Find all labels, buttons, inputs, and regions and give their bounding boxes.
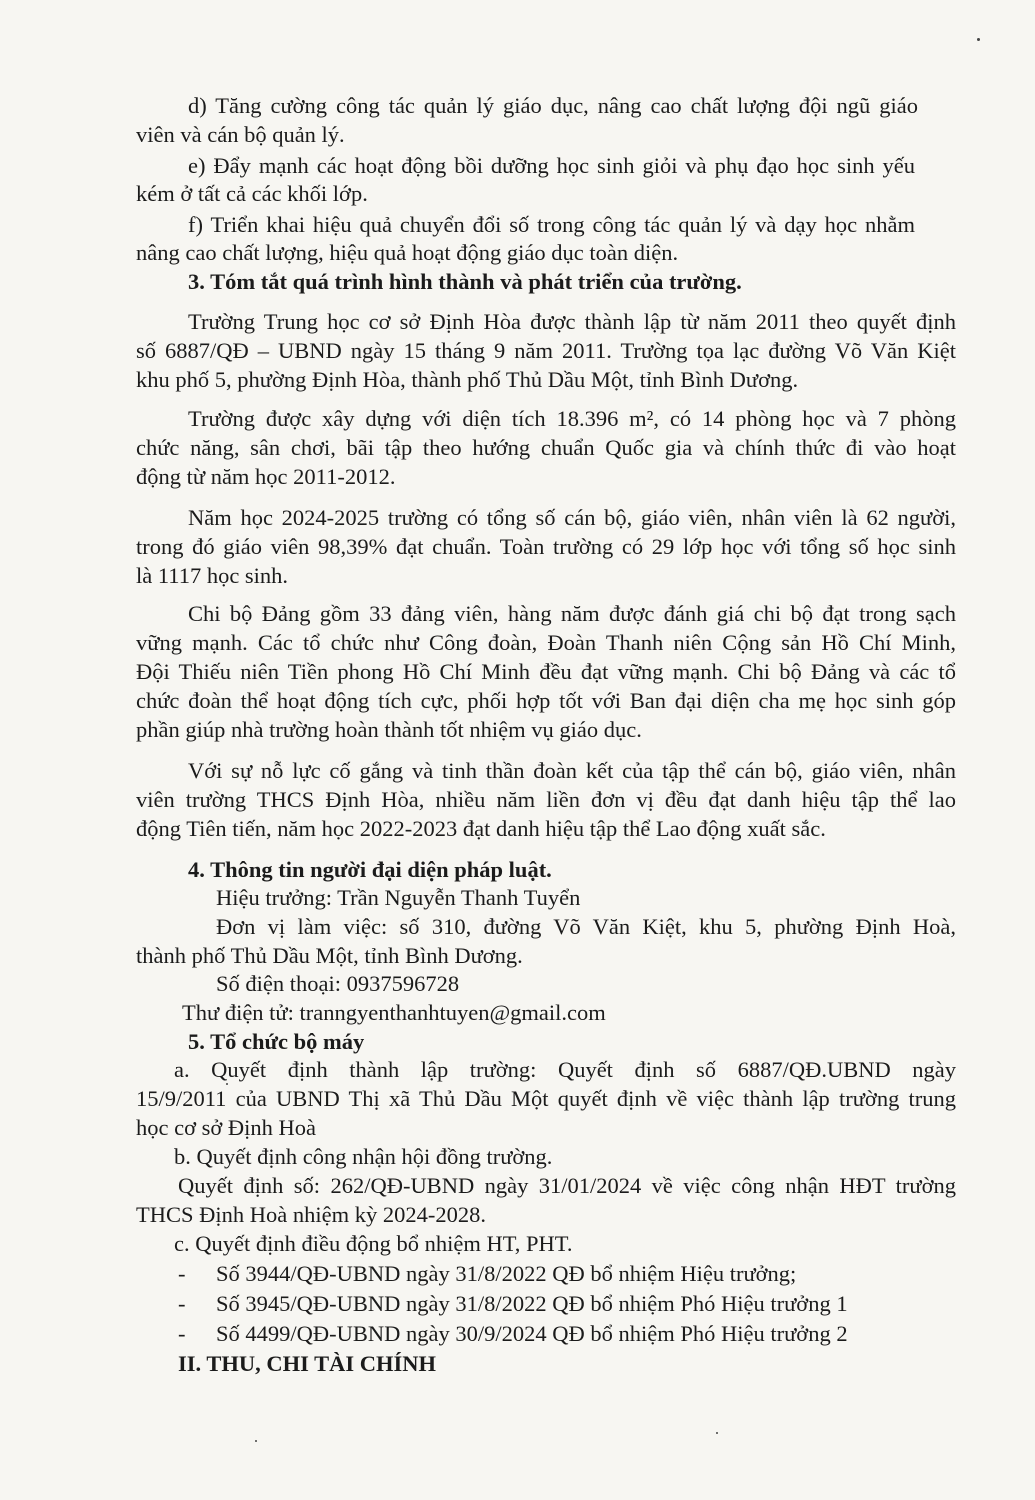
section-II-heading: II. THU, CHI TÀI CHÍNH [178,1351,436,1376]
history-p4-line-5: phần giúp nhà trường hoàn thành tốt nhiệm vụ giáo dục. [136,717,642,742]
rep-principal: Hiệu trưởng: Trần Nguyễn Thanh Tuyển [216,885,581,910]
scan-speck [977,38,980,41]
history-p3-line-1: Năm học 2024-2025 trường có tổng số cán bộ, giáo viên, nhân viên là 62 người, [188,505,956,530]
list-item: Số 3944/QĐ-UBND ngày 31/8/2022 QĐ bổ nhiệm Hiệu trưởng; [216,1261,797,1286]
list-dash: - [178,1291,186,1316]
org-b-detail-line-2: THCS Định Hoà nhiệm kỳ 2024-2028. [136,1202,486,1227]
org-b-heading: b. Quyết định công nhận hội đồng trường. [174,1144,553,1169]
list-item: Số 4499/QĐ-UBND ngày 30/9/2024 QĐ bổ nhiệm Phó Hiệu trưởng 2 [216,1321,848,1346]
history-p2-line-3: động từ năm học 2011-2012. [136,464,396,489]
history-p3-line-3: là 1117 học sinh. [136,563,289,588]
rep-phone: Số điện thoại: 0937596728 [216,971,460,996]
scan-speck [226,1083,228,1085]
history-p5-line-2: viên trường THCS Định Hòa, nhiều năm liền đơn vị đều đạt danh hiệu tập thể lao [136,787,956,812]
org-b-detail-line-1: Quyết định số: 262/QĐ-UBND ngày 31/01/2024 về việc công nhận HĐT trường [178,1173,956,1198]
list-dash: - [178,1321,186,1346]
org-c-heading: c. Quyết định điều động bổ nhiệm HT, PHT. [174,1231,573,1256]
org-a-line-2: 15/9/2011 của UBND Thị xã Thủ Dầu Một quyết định về việc thành lập trường trung [136,1086,956,1111]
list-dash: - [178,1261,186,1286]
section-5-heading: 5. Tổ chức bộ máy [188,1029,365,1054]
rep-office-line-1: Đơn vị làm việc: số 310, đường Võ Văn Kiệt, khu 5, phường Định Hoà, [216,914,956,939]
history-p2-line-1: Trường được xây dựng với diện tích 18.396 m², có 14 phòng học và 7 phòng [188,406,956,431]
rep-email: Thư điện tử: tranngyenthanhtuyen@gmail.com [182,1000,606,1025]
paragraph-d-line-1: d) Tăng cường công tác quản lý giáo dục, nâng cao chất lượng đội ngũ giáo [188,93,918,118]
history-p4-line-3: Đội Thiếu niên Tiền phong Hồ Chí Minh đều đạt vững mạnh. Chi bộ Đảng và các tổ [136,659,956,684]
paragraph-f-line-2: nâng cao chất lượng, hiệu quả hoạt động giáo dục toàn diện. [136,240,679,265]
history-p5-line-3: động Tiên tiến, năm học 2022-2023 đạt danh hiệu tập thể Lao động xuất sắc. [136,816,826,841]
history-p1-line-3: khu phố 5, phường Định Hòa, thành phố Thủ Dầu Một, tỉnh Bình Dương. [136,367,799,392]
list-item: Số 3945/QĐ-UBND ngày 31/8/2022 QĐ bổ nhiệm Phó Hiệu trưởng 1 [216,1291,848,1316]
history-p5-line-1: Với sự nỗ lực cố gắng và tinh thần đoàn kết của tập thể cán bộ, giáo viên, nhân [188,758,956,783]
paragraph-e-line-2: kém ở tất cả các khối lớp. [136,181,368,206]
rep-office-line-2: thành phố Thủ Dầu Một, tỉnh Bình Dương. [136,943,523,968]
org-a-line-1: a. Quyết định thành lập trường: Quyết định số 6887/QĐ.UBND ngày [174,1057,956,1082]
scan-speck [255,1440,257,1442]
scan-speck [716,1432,718,1434]
section-3-heading: 3. Tóm tắt quá trình hình thành và phát triển của trường. [188,269,742,294]
history-p4-line-1: Chi bộ Đảng gồm 33 đảng viên, hàng năm được đánh giá chi bộ đạt trong sạch [188,601,956,626]
history-p4-line-4: chức đoàn thể hoạt động tích cực, phối hợp tốt với Ban đại diện cha mẹ học sinh góp [136,688,956,713]
section-4-heading: 4. Thông tin người đại diện pháp luật. [188,857,552,882]
paragraph-e-line-1: e) Đẩy mạnh các hoạt động bồi dưỡng học sinh giỏi và phụ đạo học sinh yếu [188,153,915,178]
paragraph-d-line-2: viên và cán bộ quản lý. [136,122,345,147]
history-p1-line-1: Trường Trung học cơ sở Định Hòa được thành lập từ năm 2011 theo quyết định [188,309,956,334]
org-a-line-3: học cơ sở Định Hoà [136,1115,317,1140]
history-p1-line-2: số 6887/QĐ – UBND ngày 15 tháng 9 năm 2011. Trường tọa lạc đường Võ Văn Kiệt [136,338,956,363]
history-p4-line-2: vững mạnh. Các tổ chức như Công đoàn, Đoàn Thanh niên Cộng sản Hồ Chí Minh, [136,630,956,655]
history-p3-line-2: trong đó giáo viên 98,39% đạt chuẩn. Toàn trường có 29 lớp học với tổng số học sinh [136,534,956,559]
history-p2-line-2: chức năng, sân chơi, bãi tập theo hướng chuẩn Quốc gia và chính thức đi vào hoạt [136,435,956,460]
paragraph-f-line-1: f) Triển khai hiệu quả chuyển đổi số trong công tác quản lý và dạy học nhằm [188,212,915,237]
